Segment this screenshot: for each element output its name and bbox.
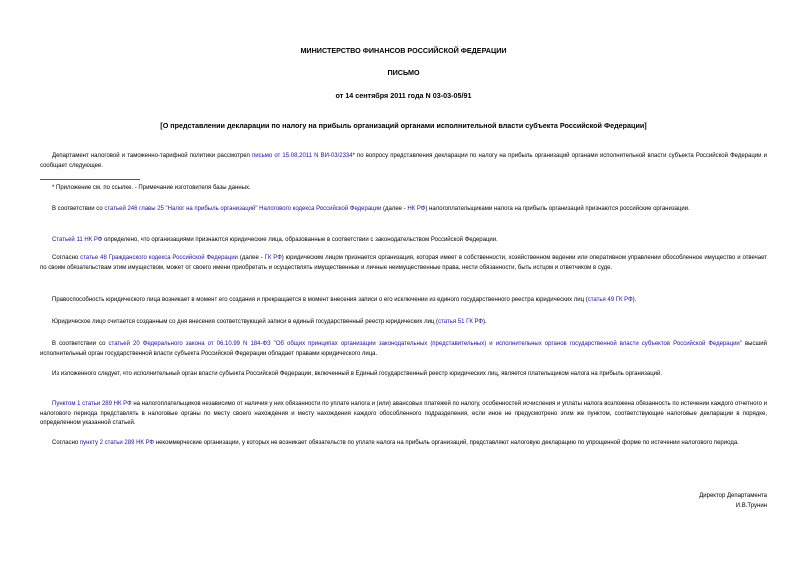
paragraph-text: некоммерческие организации, у которых не возникает обязательств по уплате налога на прибыль организаций, представляют налоговую декларацию по упрощенной форме по истечении налогового периода. <box>154 440 739 446</box>
document-link[interactable]: Статьей 11 НК РФ <box>52 237 103 243</box>
document-link[interactable]: ГК РФ <box>264 255 282 261</box>
document-link[interactable]: пункту 2 статьи 289 НК РФ <box>79 440 155 446</box>
document-link[interactable]: статья 51 ГК РФ <box>438 319 483 325</box>
paragraph-text: ) налогоплательщиками налога на прибыль организаций признаются российские организации. <box>425 206 690 212</box>
document-link[interactable]: письмо от 15.08.2011 N ВИ-03/2334 <box>252 153 353 159</box>
document-kind: ПИСЬМО <box>387 68 420 77</box>
document-link[interactable]: НК РФ <box>407 206 426 212</box>
paragraph-1 <box>40 205 767 215</box>
paragraph-text: Юридическое лицо считается созданным со дня внесения соответствующей записи в единый государственный реестр юридических лиц ( <box>52 319 439 325</box>
paragraph-text: * Приложение см. по ссылке. - Примечание изготовителя базы данных. <box>52 185 251 191</box>
paragraph-text: Согласно <box>52 255 81 261</box>
paragraph-text: ). <box>483 319 487 325</box>
paragraph-text: Из изложенного следует, что исполнительный орган власти субъекта Российской Федерации, включенный в Единый государственный реестр юридических лиц, является плательщиком налога на прибыль организаций. <box>52 371 663 377</box>
paragraph-7 <box>40 370 767 380</box>
paragraph-3 <box>40 254 767 273</box>
ministry-title: МИНИСТЕРСТВО ФИНАНСОВ РОССИЙСКОЙ ФЕДЕРАЦИИ <box>300 46 507 55</box>
paragraph-6 <box>40 340 767 359</box>
document-link[interactable]: статьей 246 главы 25 "Налог на прибыль организаций" Налогового кодекса Российской Федерации <box>104 206 382 212</box>
document-subject: [О представлении декларации по налогу на прибыль организаций органами исполнительной власти субъекта Российской Федерации] <box>160 121 647 130</box>
paragraph-text: ) юридическим лицом признается организация, которая имеет в собственности, хозяйственном ведении или оперативном управлении обособленное имущество и отвечает по своим обязательствам этим имуществом, может от своего имени приобретать и осуществлять имущественные и личные неимущественные права, нести обязанности, быть истцом и ответчиком в суде. <box>40 255 767 271</box>
paragraph-9 <box>40 439 767 449</box>
paragraph-intro <box>40 152 767 171</box>
paragraph-2 <box>40 236 767 246</box>
paragraph-text: на налогоплательщиков независимо от наличия у них обязанности по уплате налога и (или) авансовых платежей по налогу, особенностей исчисления и уплаты налога возложена обязанность по истечении каждого отчетного и налогового периода представлять в налоговые органы по месту своего нахождения и месту нахождения каждого обособленного подразделения, если иное не предусмотрено этим же пунктом, соответствующие налоговые декларации в порядке, определенном указанной статьей. <box>40 401 767 426</box>
footnote <box>40 184 767 194</box>
document-link[interactable]: статье 48 Гражданского кодекса Российской Федерации <box>80 255 238 261</box>
paragraph-text: высший исполнительный орган государственной власти субъекта Российской Федерации обладает правами юридического лица. <box>40 341 767 357</box>
paragraph-text: Департамент налоговой и таможенно-тарифной политики рассмотрел <box>52 153 253 159</box>
paragraph-text: (далее - <box>237 255 265 261</box>
paragraph-text: определено, что организациями признаются юридические лица, образованные в соответствии с законодательством Российской Федерации. <box>102 237 498 243</box>
document-link[interactable]: статья 49 ГК РФ <box>587 297 633 303</box>
document-date: от 14 сентября 2011 года N 03-03-05/91 <box>335 91 472 100</box>
footnote-divider <box>40 179 140 180</box>
paragraph-text: (далее - <box>381 206 408 212</box>
document-link[interactable]: Пунктом 1 статьи 289 НК РФ <box>52 401 132 407</box>
document-link[interactable]: статьей 20 Федерального закона от 06.10.99 N 184-ФЗ "Об общих принципах организации законодательных (представительных) и исполнительных органов государственной власти субъектов Российской Федерации" <box>108 341 742 347</box>
signature-title: Директор Департамента <box>699 493 767 499</box>
paragraph-text: В соответствии со <box>52 341 109 347</box>
paragraph-text: В соответствии со <box>52 206 105 212</box>
paragraph-text: * по вопросу представления декларации по налогу на прибыль организаций органами исполнительной власти субъекта Российской Федерации и сообщает следующее. <box>40 153 767 169</box>
paragraph-8 <box>40 400 767 429</box>
paragraph-4 <box>40 296 767 306</box>
paragraph-5 <box>40 318 767 328</box>
signature-name: И.В.Трунин <box>735 503 767 509</box>
paragraph-text: Правоспособность юридического лица возникает в момент его создания и прекращается в момент внесения записи о его исключении из единого государственного реестра юридических лиц ( <box>52 297 588 303</box>
paragraph-text: ). <box>632 297 637 303</box>
paragraph-text: Согласно <box>52 440 80 446</box>
